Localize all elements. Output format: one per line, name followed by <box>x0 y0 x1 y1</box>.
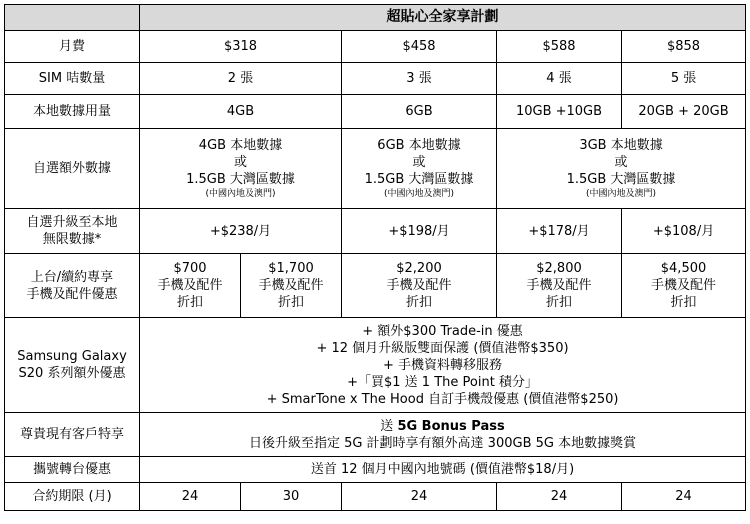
handset-line: 手機及配件 <box>651 278 717 293</box>
handset-label-line: 上台/續約專享 <box>30 269 114 285</box>
sim-label: SIM 咭數量 <box>5 63 140 95</box>
extra-data-option <box>140 129 342 209</box>
transfer-row <box>5 457 746 483</box>
family-plan-table <box>4 4 746 511</box>
samsung-offers <box>140 318 746 413</box>
fee-value: $318 <box>140 31 342 63</box>
sim-value: 2 張 <box>140 63 342 95</box>
handset-line: 折扣 <box>277 295 304 310</box>
handset-label <box>5 254 140 318</box>
local-data-value: 6GB <box>342 95 497 129</box>
extra-data-gba: 1.5GB 大灣區數據 <box>566 171 676 187</box>
handset-amount: $700 <box>173 261 207 276</box>
local-data-row <box>5 95 746 129</box>
handset-label-line: 手機及配件優惠 <box>26 286 118 302</box>
samsung-offer: +「買$1 送 1 The Point 積分」 <box>347 374 538 390</box>
samsung-label <box>5 318 140 413</box>
handset-line: 折扣 <box>176 295 203 310</box>
contract-value: 30 <box>241 483 342 511</box>
handset-line: 折扣 <box>405 295 432 310</box>
contract-row <box>5 483 746 511</box>
contract-label: 合約期限 (月) <box>5 483 140 511</box>
contract-value: 24 <box>622 483 746 511</box>
extra-data-note: (中國內地及澳門) <box>205 188 276 199</box>
handset-row <box>5 254 746 318</box>
handset-line: 折扣 <box>545 295 572 310</box>
local-data-value: 20GB + 20GB <box>622 95 746 129</box>
handset-line: 折扣 <box>670 295 697 310</box>
handset-line: 手機及配件 <box>386 278 452 293</box>
extra-data-local: 6GB 本地數據 <box>377 137 461 153</box>
vip-offer-line2: 日後升級至指定 5G 計劃時享有額外高達 300GB 5G 本地數據獎賞 <box>248 435 637 451</box>
plan-title: 超貼心全家享計劃 <box>140 5 746 31</box>
upgrade-row <box>5 209 746 254</box>
header-row <box>5 5 746 31</box>
extra-data-local: 4GB 本地數據 <box>198 137 283 153</box>
extra-data-label: 自選額外數據 <box>5 129 140 209</box>
samsung-offer: + 額外$300 Trade-in 優惠 <box>362 323 523 339</box>
handset-line: 手機及配件 <box>258 278 324 293</box>
handset-discount <box>140 254 241 318</box>
local-data-label: 本地數據用量 <box>5 95 140 129</box>
samsung-label-line: S20 系列額外優惠 <box>18 366 126 381</box>
fee-value: $588 <box>497 31 622 63</box>
extra-data-or: 或 <box>614 154 628 170</box>
upgrade-value: +$178/月 <box>497 209 622 254</box>
fee-row <box>5 31 746 63</box>
header-corner <box>5 5 140 31</box>
extra-data-note: (中國內地及澳門) <box>383 188 455 199</box>
contract-value: 24 <box>342 483 497 511</box>
contract-value: 24 <box>497 483 622 511</box>
extra-data-gba: 1.5GB 大灣區數據 <box>186 171 295 187</box>
sim-value: 3 張 <box>342 63 497 95</box>
extra-data-option <box>342 129 497 209</box>
bonus-pass-name: 5G Bonus Pass <box>397 418 505 434</box>
fee-value: $458 <box>342 31 497 63</box>
contract-value: 24 <box>140 483 241 511</box>
handset-discount <box>622 254 746 318</box>
extra-data-or: 或 <box>412 154 426 170</box>
local-data-value: 4GB <box>140 95 342 129</box>
handset-amount: $1,700 <box>268 261 314 276</box>
upgrade-label-line: 自選升級至本地 <box>26 215 118 230</box>
upgrade-value: +$108/月 <box>622 209 746 254</box>
extra-data-or: 或 <box>233 154 247 170</box>
handset-discount <box>241 254 342 318</box>
extra-data-local: 3GB 本地數據 <box>579 137 663 153</box>
extra-data-row <box>5 129 746 209</box>
upgrade-label <box>5 209 140 254</box>
vip-offer <box>140 413 746 457</box>
vip-offer-line1 <box>142 418 743 435</box>
samsung-offer: + 12 個月升級版雙面保護 (價值港幣$350) <box>316 340 569 356</box>
sim-row <box>5 63 746 95</box>
samsung-offer: + 手機資料轉移服務 <box>383 357 503 373</box>
local-data-value: 10GB +10GB <box>497 95 622 129</box>
upgrade-value: +$238/月 <box>140 209 342 254</box>
upgrade-label-line: 無限數據* <box>42 232 102 247</box>
handset-discount <box>342 254 497 318</box>
samsung-offer: + SmarTone x The Hood 自訂手機殼優惠 (價值港幣$250) <box>266 391 619 407</box>
handset-amount: $2,800 <box>536 261 582 276</box>
samsung-row <box>5 318 746 413</box>
extra-data-note: (中國內地及澳門) <box>586 188 657 199</box>
fee-label: 月費 <box>5 31 140 63</box>
sim-value: 5 張 <box>622 63 746 95</box>
transfer-label: 攜號轉台優惠 <box>5 457 140 483</box>
extra-data-option <box>497 129 746 209</box>
handset-line: 手機及配件 <box>526 278 592 293</box>
transfer-offer: 送首 12 個月中國內地號碼 (價值港幣$18/月) <box>140 457 746 483</box>
handset-amount: $4,500 <box>660 261 707 276</box>
handset-line: 手機及配件 <box>157 278 223 293</box>
vip-offer-prefix: 送 <box>380 418 398 434</box>
vip-label: 尊貴現有客戶特享 <box>5 413 140 457</box>
handset-discount <box>497 254 622 318</box>
upgrade-value: +$198/月 <box>342 209 497 254</box>
sim-value: 4 張 <box>497 63 622 95</box>
handset-amount: $2,200 <box>396 261 442 276</box>
extra-data-gba: 1.5GB 大灣區數據 <box>364 171 474 187</box>
samsung-label-line: Samsung Galaxy <box>17 349 127 364</box>
vip-row <box>5 413 746 457</box>
fee-value: $858 <box>622 31 746 63</box>
